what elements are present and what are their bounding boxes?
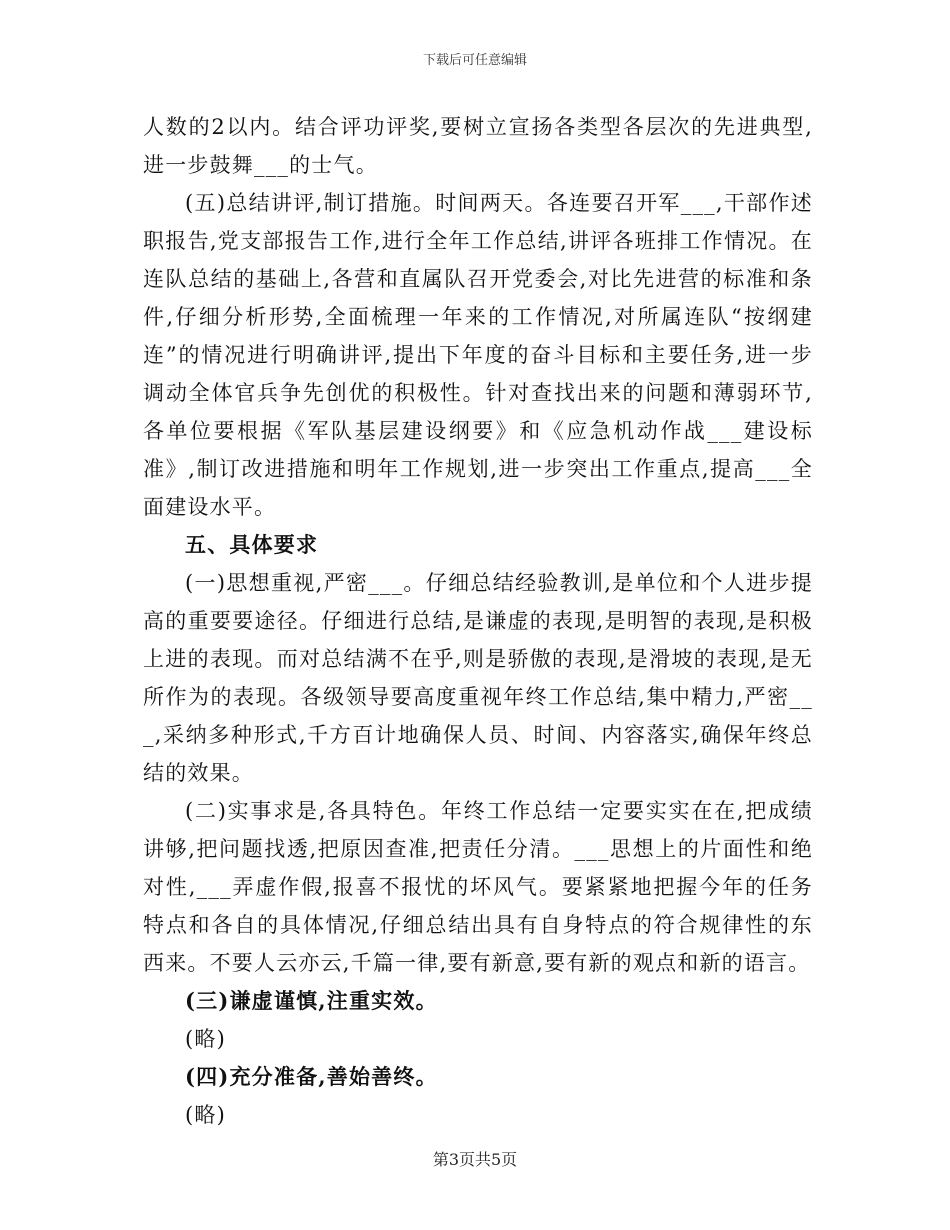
section-heading-requirements: 五、具体要求 <box>185 532 319 557</box>
page-number: 第3页共5页 <box>432 1150 518 1169</box>
body-content <box>143 108 813 1134</box>
subheading-requirement-4: (四)充分准备,善始善终。 <box>185 1064 438 1089</box>
subheading-requirement-3: (三)谦虚谨慎,注重实效。 <box>185 988 438 1013</box>
paragraph-omitted-4: (略) <box>185 1103 226 1127</box>
paragraph-requirement-2: (二)实事求是,各具特色。年终工作总结一定要实实在在,把成绩讲够,把问题找透,把原因查准,把责任分清。___思想上的片面性和绝对性,___弄虚作假,报喜不报忧的坏风气。要紧紧地把握今年的任务特点和各自的具体情况,仔细总结出具有自身特点的符合规律性的东西来。不要人云亦云,千篇一律,要有新意,要有新的观点和新的语言。 <box>143 799 813 975</box>
paragraph-summary-review: (五)总结讲评,制订措施。时间两天。各连要召开军___,干部作述职报告,党支部报告工作,进行全年工作总结,讲评各班排工作情况。在连队总结的基础上,各营和直属队召开党委会,对比先进营的标准和条件,仔细分析形势,全面梳理一年来的工作情况,对所属连队“按纲建连”的情况进行明确讲评,提出下年度的奋斗目标和主要任务,进一步调动全体官兵争先创优的积极性。针对查找出来的问题和薄弱环节,各单位要根据《军队基层建设纲要》和《应急机动作战___建设标准》,制订改进措施和明年工作规划,进一步突出工作重点,提高___全面建设水平。 <box>143 191 813 519</box>
paragraph-continuation: 人数的2以内。结合评功评奖,要树立宣扬各类型各层次的先进典型,进一步鼓舞___的士气。 <box>143 115 813 177</box>
paragraph-requirement-1: (一)思想重视,严密___。仔细总结经验教训,是单位和个人进步提高的重要要途径。仔细进行总结,是谦虚的表现,是明智的表现,是积极上进的表现。而对总结满不在乎,则是骄傲的表现,是滑坡的表现,是无所作为的表现。各级领导要高度重视年终工作总结,集中精力,严密___,采纳多种形式,千方百计地确保人员、时间、内容落实,确保年终总结的效果。 <box>143 571 813 785</box>
paragraph-omitted-3: (略) <box>185 1027 226 1051</box>
page-header: 下载后可任意编辑 <box>422 53 527 68</box>
